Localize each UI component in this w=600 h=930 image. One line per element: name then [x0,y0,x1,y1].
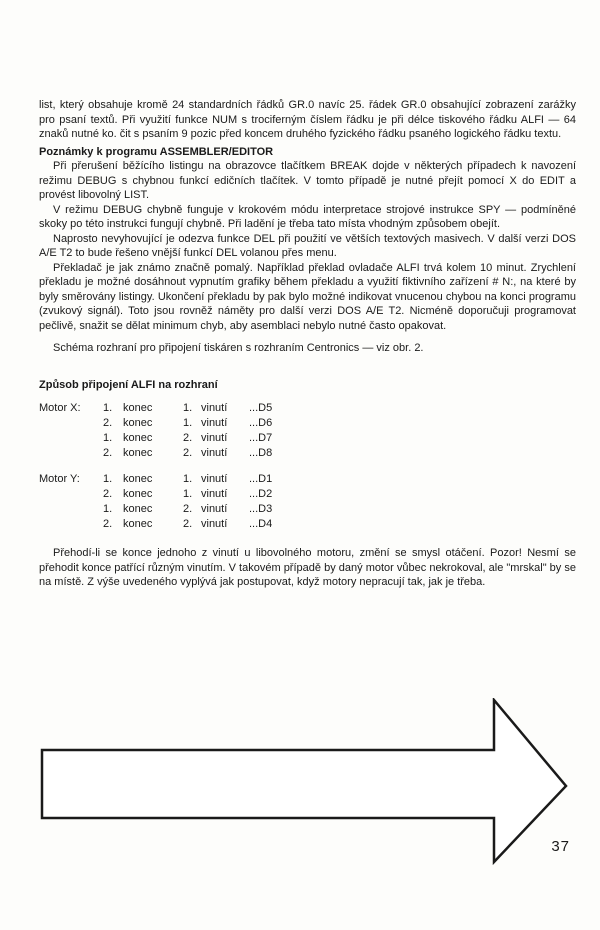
assembler-notes-heading: Poznámky k programu ASSEMBLER/EDITOR [39,145,274,158]
row-end-number: 2. [103,447,113,459]
row-end-number: 1. [103,503,113,515]
row-pin: ...D3 [249,503,273,515]
row-end-word: konec [123,473,153,485]
row-winding-word: vinutí [201,518,228,530]
row-pin: ...D8 [249,447,273,459]
motor-x-row [103,446,576,461]
row-end-word: konec [123,488,153,500]
row-end-number: 2. [103,488,113,500]
del-function-paragraph: Naprosto nevyhovující je odezva funkce DEL při použití ve větších textových masivech. V další verzi DOS A/E T2 to bude řešeno vnější funkcí DEL volanou přes menu. [39,232,576,259]
motor-y-row [103,517,576,532]
row-pin: ...D7 [249,432,273,444]
row-winding-word: vinutí [201,473,228,485]
motor-x-row [103,416,576,431]
intro-paragraph: list, který obsahuje kromě 24 standardních řádků GR.0 navíc 25. řádek GR.0 obsahující zobrazení zarážky pro psaní textů. Při využití funkce NUM s trociferným číslem řádku je při délce tiskového řádku ALFI — 64 znaků nutné ko. čit s psaním 9 pozic před koncem druhého fyzického řádku psaného logického řádku textu. [39,99,576,140]
row-winding-number: 2. [183,447,193,459]
row-winding-word: vinutí [201,503,228,515]
row-end-number: 2. [103,518,113,530]
page-number: 37 [551,838,570,855]
centronics-schema-note: Schéma rozhraní pro připojení tiskáren s rozhraním Centronics — viz obr. 2. [53,342,424,354]
row-pin: ...D1 [249,473,273,485]
row-winding-word: vinutí [201,488,228,500]
row-end-number: 1. [103,473,113,485]
row-end-word: konec [123,447,153,459]
row-pin: ...D5 [249,402,273,414]
row-winding-number: 1. [183,417,193,429]
row-end-word: konec [123,402,153,414]
motor-x-row [103,401,576,416]
motor-y-row [103,472,576,487]
motor-y-block [39,472,576,532]
motor-y-row [103,487,576,502]
row-pin: ...D2 [249,488,273,500]
closing-paragraph: Přehodí-li se konce jednoho z vinutí u libovolného motoru, změní se smysl otáčení. Pozor! Nesmí se přehodit konce patřící různým vinutím. V takovém případě by daný motor vůbec nekrokoval, ale "mrskal" by se na místě. Z výše uvedeného vyplývá jak postupovat, když motory nepracují tak, jak je třeba. [39,547,576,588]
row-winding-number: 1. [183,488,193,500]
row-pin: ...D4 [249,518,273,530]
motor-y-label: Motor Y: [39,473,80,485]
row-end-word: konec [123,417,153,429]
page-content [39,98,576,590]
motor-x-block [39,401,576,461]
compiler-speed-paragraph: Překladač je jak známo značně pomalý. Například překlad ovladače ALFI trvá kolem 10 minut. Zrychlení překladu je možné dosáhnout vypnutím grafiky během překladu a využití fiktivního zařízení # N:, na které by byly směrovány listingy. Ukončení překladu by pak bylo možné indikovat vnucenou chybou na konci programu (zvukový signál). Toto jsou rovněž náměty pro další verzi DOS A/E T2. Nicméně doporučuji programovat pečlivě, snažit se dělat minimum chyb, aby asemblaci nebylo nutné často opakovat. [39,261,576,332]
row-end-word: konec [123,518,153,530]
alfi-connection-heading: Způsob připojení ALFI na rozhraní [39,378,218,391]
break-debug-paragraph: Při přerušení běžícího listingu na obrazovce tlačítkem BREAK dojde v některých případech k navození režimu DEBUG s chybnou funkcí edičních tlačítek. V tomto případě je nutné přejít pomocí X do EDIT a provést libovolný LIST. [39,160,576,201]
row-pin: ...D6 [249,417,273,429]
row-end-number: 1. [103,402,113,414]
row-winding-word: vinutí [201,447,228,459]
row-end-number: 2. [103,417,113,429]
spy-instruction-paragraph: V režimu DEBUG chybně funguje v krokovém módu interpretace strojové instrukce SPY — podmíněné skoky po této instrukci fungují chybně. Při ladění je třeba tato místa vhodným způsobem obejít. [39,203,576,230]
row-winding-number: 1. [183,402,193,414]
row-end-word: konec [123,503,153,515]
row-winding-number: 2. [183,432,193,444]
row-winding-word: vinutí [201,417,228,429]
row-end-number: 1. [103,432,113,444]
row-winding-number: 1. [183,473,193,485]
row-winding-word: vinutí [201,432,228,444]
motor-x-rows [103,401,576,461]
motor-x-label: Motor X: [39,402,81,414]
row-winding-number: 2. [183,503,193,515]
row-winding-word: vinutí [201,402,228,414]
motor-y-rows [103,472,576,532]
row-end-word: konec [123,432,153,444]
arrow-figure [40,698,570,868]
right-arrow-icon [40,698,570,868]
motor-x-row [103,431,576,446]
motor-y-row [103,502,576,517]
row-winding-number: 2. [183,518,193,530]
